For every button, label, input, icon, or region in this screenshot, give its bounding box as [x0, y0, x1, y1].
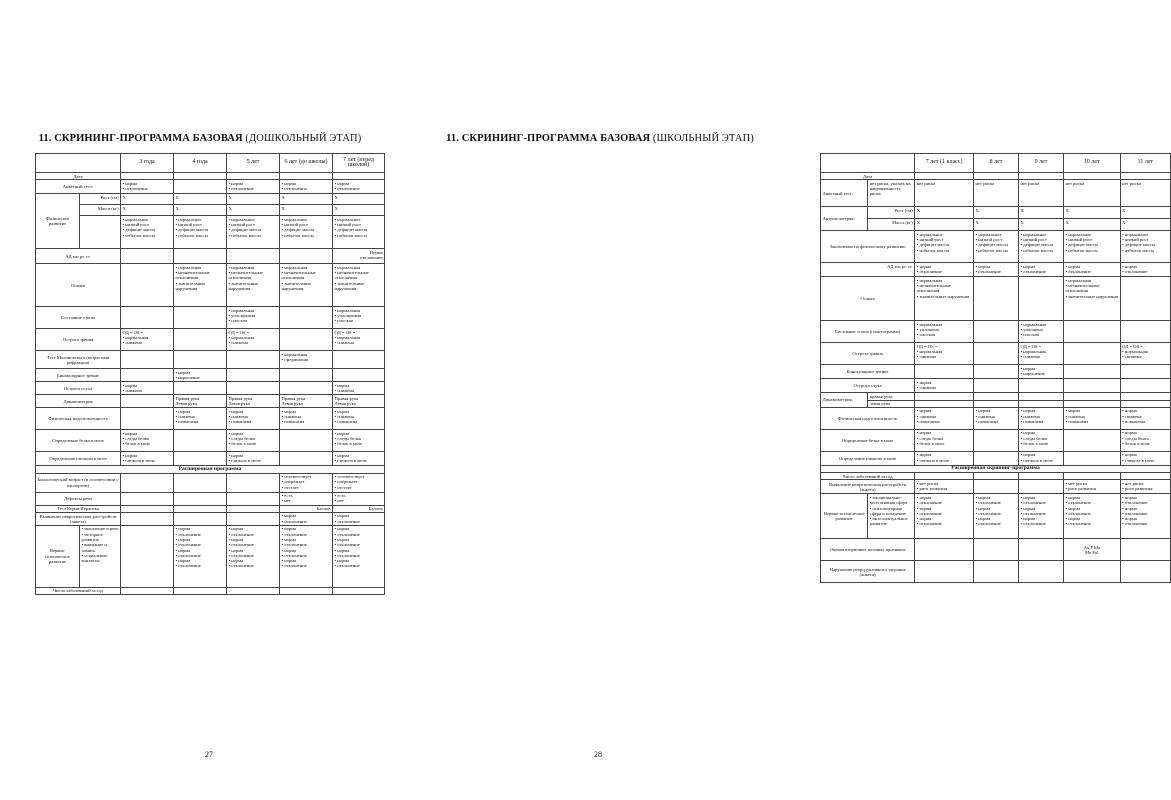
cell: • норма • отклонение: [974, 263, 1019, 277]
column-header: 10 лет: [1063, 154, 1120, 173]
cell: ОД = OS = • нормальная • снижена: [915, 343, 974, 365]
row-sublabel: правая рука: [868, 393, 915, 400]
cell: • нормальная • предмиопия: [280, 351, 333, 369]
table-row: [36, 194, 385, 205]
cell: • нормальное • низкий рост • дефицит массы • избыток массы: [915, 231, 974, 263]
cell: X: [174, 194, 227, 205]
cell: • нормальное • низкий рост • дефицит массы • избыток массы: [227, 216, 280, 249]
table-row: [36, 492, 385, 505]
cell: X: [121, 194, 174, 205]
table-row: [821, 180, 1171, 207]
table-row: [36, 205, 385, 216]
cell: • норма • следы белка • белок в моче: [121, 430, 174, 452]
table-row: [36, 525, 385, 587]
cell: • норма • отклонение: [333, 180, 385, 194]
table-row: [821, 465, 1171, 472]
table-row: [821, 219, 1171, 231]
row-label: Осанка: [36, 264, 121, 307]
cell: ОД = OS = • нормальная • снижена: [121, 329, 174, 351]
table-row: [821, 429, 1171, 451]
cell: X: [915, 207, 974, 219]
cell: • норма • отклонение • норма • отклонение • норма • отклонение: [915, 494, 974, 539]
row-label: Число заболеваний за год: [821, 473, 915, 480]
cell: • нет риска • риск развития: [1120, 480, 1170, 494]
right-page: [400, 0, 1155, 800]
cell: • норма • отклонение • норма • отклонение • норма • отклонение: [1019, 494, 1064, 539]
row-sublabel: Рост (см): [868, 207, 915, 219]
page-number: 28: [594, 750, 602, 759]
column-header: 3 года: [121, 154, 174, 173]
row-label: Состояние стопы: [36, 307, 121, 329]
row-sublabel: левая рука: [868, 400, 915, 407]
table-row: [821, 207, 1171, 219]
cell: • норма • отклонение • норма • отклонение • норма • отклонение: [1063, 494, 1120, 539]
cell: • норма • отклонение • норма • отклонение • норма • отклонение • норма • отклонение: [227, 525, 280, 587]
row-label: Острота зрения: [36, 329, 121, 351]
cell: • нормальная • уплощенная • плоская: [227, 307, 280, 329]
cell: • норма • отклонение: [280, 512, 333, 525]
cell: X: [333, 194, 385, 205]
row-sublabel: Масса (кг): [868, 219, 915, 231]
cell: нет риска: [1120, 180, 1170, 207]
row-sublabel: • мышление и речь • моторное развитие • внимание и память • социальные контакты: [80, 525, 121, 587]
cell: • норма • отклонение • норма • отклонение • норма • отклонение: [1120, 494, 1170, 539]
row-label: Выявление невротических расстройств (анкета): [821, 480, 915, 494]
cell: • нет риска • риск развития: [915, 480, 974, 494]
cell: • норма • следы белка • белок в моче: [227, 430, 280, 452]
cell: • норма • нарушение: [174, 369, 227, 382]
row-label: Дефекты речи: [36, 492, 121, 505]
table-row: [821, 473, 1171, 480]
row-label: Определение белка в моче: [36, 430, 121, 452]
row-label: Нервно-психическое развитие: [36, 525, 80, 587]
cell: • норма • снижена • повышена: [1019, 407, 1064, 429]
cell: • норма • снижена • повышена: [1063, 407, 1120, 429]
table-row: [36, 329, 385, 351]
cell: Ax P Ma Me Pol: [1063, 539, 1120, 561]
cell: • норма • отклонение: [1019, 263, 1064, 277]
cell: X: [280, 194, 333, 205]
table-row: [36, 351, 385, 369]
cell: • нормальная • уплощена • плоская: [1019, 321, 1064, 343]
table-row: [821, 231, 1171, 263]
left-page: [0, 0, 400, 800]
cell: • норма • отклонение: [227, 180, 280, 194]
cell: • нормальное • низкий рост • дефицит массы • избыток массы: [174, 216, 227, 249]
table-row: [36, 505, 385, 512]
cell: X: [1120, 219, 1170, 231]
cell: • норма • глюкоза в моче: [1019, 451, 1064, 465]
row-label: Антропометрия:: [821, 207, 868, 231]
row-sublabel: Масса (кг): [80, 205, 121, 216]
table-row: [821, 277, 1171, 321]
cell: • нормальное • низкий рост • дефицит массы • избыток массы: [121, 216, 174, 249]
table-row: [36, 452, 385, 466]
table-row: [821, 407, 1171, 429]
cell: • нормальная • незначительные отклонения • значительные нарушения: [915, 277, 974, 321]
row-label: Динамометрия:: [821, 393, 868, 408]
row-sublabel: Рост (см): [80, 194, 121, 205]
row-label: Тест Керна-Иерасика: [36, 505, 121, 512]
table-row: [821, 365, 1171, 379]
cell: X: [280, 205, 333, 216]
table-row: [821, 263, 1171, 277]
row-label: Анкетный тест:: [821, 180, 868, 207]
cell: • нормальное • низкий рост • дефицит массы • избыток массы: [333, 216, 385, 249]
cell: X: [227, 205, 280, 216]
table-row: [821, 173, 1171, 180]
row-label: Число заболеваний за год: [36, 587, 121, 594]
table-row: [36, 173, 385, 180]
cell: X: [121, 205, 174, 216]
cell: • норма • глюкоза в моче: [1120, 451, 1170, 465]
cell: • норма • отклонение: [1120, 263, 1170, 277]
section-heading: Расширенная программа: [36, 466, 385, 473]
cell: • норма • глюкоза в моче: [333, 452, 385, 466]
table-row: [821, 539, 1171, 561]
school-screening-table: [820, 153, 1171, 583]
cell: Баллов: [333, 505, 385, 512]
cell: Баллов: [280, 505, 333, 512]
cell: • норма • отклонение: [915, 263, 974, 277]
cell: X: [333, 205, 385, 216]
column-header: 6 лет (до школы): [280, 154, 333, 173]
row-label: Нервно-психическое развитие: [821, 494, 868, 539]
row-label: АД мм рт. ст.: [821, 263, 915, 277]
cell: • нет риска • риск развития: [1063, 480, 1120, 494]
column-header: 7 лет (перед школой): [333, 154, 385, 173]
table-row: [821, 343, 1171, 365]
cell: • нормальная • незначительные отклонения • значительные нарушения: [1063, 277, 1120, 321]
cell: • есть • нет: [333, 492, 385, 505]
row-label: Биологический возраст (в соответствии с паспортом): [36, 473, 121, 492]
row-label: АД мм рт. ст.: [36, 249, 121, 264]
cell: • нормальное • низкий рост • дефицит массы • избыток массы: [1019, 231, 1064, 263]
row-label: Физическая подготовленность: [36, 408, 121, 430]
table-row: [821, 480, 1171, 494]
cell: • норма • снижена: [333, 382, 385, 395]
row-label: Нарушение репродуктивного здоровья (анкета): [821, 561, 915, 583]
cell: ОД = OS = • нормальная • снижена: [227, 329, 280, 351]
row-label: Дата: [821, 173, 915, 180]
column-header: 7 лет (1 класс): [915, 154, 974, 173]
cell: • норма • отклонение • норма • отклонение • норма • отклонение: [974, 494, 1019, 539]
cell: • норма • снижена: [121, 382, 174, 395]
row-label: Выявление невротических расстройств (анкета): [36, 512, 121, 525]
cell: • норма • глюкоза в моче: [227, 452, 280, 466]
table-row: [36, 473, 385, 492]
row-label: Острота слуха: [36, 382, 121, 395]
page-number: 27: [205, 750, 213, 759]
row-label: Состояние стопы (плантограмма): [821, 321, 915, 343]
cell: нет риска: [974, 180, 1019, 207]
table-row: [821, 321, 1171, 343]
cell: • норма • отклонение: [333, 512, 385, 525]
table-row: [36, 307, 385, 329]
row-label: Динамометрия: [36, 395, 121, 408]
cell: • норма • снижена • повышена: [915, 407, 974, 429]
row-label: Определение глюкозы в моче: [821, 451, 915, 465]
row-label: Заключение по физическому развитию: [821, 231, 915, 263]
cell: • нормальное • низкий рост • дефицит массы • избыток массы: [280, 216, 333, 249]
section-heading: Расширенная скрининг-программа: [821, 465, 1171, 472]
table-row: [36, 512, 385, 525]
cell: • норма • глюкоза в моче: [121, 452, 174, 466]
cell: • норма • снижена • повышена: [174, 408, 227, 430]
row-label: Бинокулярное зрение: [36, 369, 121, 382]
preschool-screening-table: [35, 153, 385, 595]
cell: • норма • отклонение: [121, 180, 174, 194]
right-page-title: 11. СКРИНИНГ-ПРОГРАММА БАЗОВАЯ (ШКОЛЬНЫЙ ЭТАП): [446, 133, 754, 144]
row-label: Бинокулярное зрение: [821, 365, 915, 379]
cell: • норма • следы белка • белок в моче: [1120, 429, 1170, 451]
table-row: [821, 154, 1171, 173]
cell: X: [974, 219, 1019, 231]
row-label: Осанка: [821, 277, 915, 321]
cell: X: [915, 219, 974, 231]
table-row: [36, 430, 385, 452]
table-row: [821, 561, 1171, 583]
cell: • норма • снижена • повышена: [974, 407, 1019, 429]
cell: Правая рука Левая рука: [280, 395, 333, 408]
row-label: Определение глюкозы в моче: [36, 452, 121, 466]
cell: • нормальное • низкий рост • дефицит массы • избыток массы: [1120, 231, 1170, 263]
row-label: Тест Малиновского (возрастная рефракция): [36, 351, 121, 369]
cell: • норма • нарушение: [1019, 365, 1064, 379]
table-row: [821, 400, 1171, 407]
cell: ОД = OS = • нормальная • снижена: [333, 329, 385, 351]
table-row: [821, 451, 1171, 465]
cell: • норма • следы белка • белок в моче: [915, 429, 974, 451]
cell: • есть • нет: [280, 492, 333, 505]
cell: X: [174, 205, 227, 216]
column-header: 5 лет: [227, 154, 280, 173]
row-sublabel: нет риска, указать на направленность риска: [868, 180, 915, 207]
column-header: 11 лет: [1120, 154, 1170, 173]
cell: • нормальная • уплощена • плоская: [915, 321, 974, 343]
table-row: [36, 154, 385, 173]
table-row: [821, 379, 1171, 393]
cell: • соответствует • опережает • отстает: [280, 473, 333, 492]
table-row: [36, 587, 385, 594]
cell: • нормальная • незначительные отклонения • значительные нарушения: [280, 264, 333, 307]
row-label: Определение белка в моче: [821, 429, 915, 451]
cell: • нормальная • незначительные отклонения • значительные нарушения: [227, 264, 280, 307]
cell: • нормальная • незначительные отклонения • значительные нарушения: [174, 264, 227, 307]
cell: • норма • снижена • повышена: [280, 408, 333, 430]
row-label: Дата: [36, 173, 121, 180]
cell: • нормальная • незначительные отклонения • значительные нарушения: [333, 264, 385, 307]
cell: X: [974, 207, 1019, 219]
cell: X: [227, 194, 280, 205]
table-row: [36, 395, 385, 408]
cell: • нормальная • уплощенная • плоская: [333, 307, 385, 329]
cell: X: [1019, 207, 1064, 219]
cell: • норма • отклонение: [280, 180, 333, 194]
cell: • норма • следы белка • белок в моче: [333, 430, 385, 452]
table-row: [36, 369, 385, 382]
column-header: 4 года: [174, 154, 227, 173]
cell: X: [1063, 219, 1120, 231]
cell: X: [1120, 207, 1170, 219]
cell: • норма • следы белка • белок в моче: [1019, 429, 1064, 451]
row-sublabel: • эмоционально-вегетативная сфера • психомоторная сфера и поведение • интеллектуальное развитие: [868, 494, 915, 539]
table-row: [36, 180, 385, 194]
cell: нет риска: [915, 180, 974, 207]
cell: • норма • снижена • повышена: [227, 408, 280, 430]
row-label: Оценка вторичных половых признаков: [821, 539, 915, 561]
cell: • норма • отклонение • норма • отклонение • норма • отклонение • норма • отклонение: [280, 525, 333, 587]
row-label: Острота зрения: [821, 343, 915, 365]
table-row: [36, 216, 385, 249]
table-row: [36, 466, 385, 473]
cell: • нормальное • низкий рост • дефицит массы • избыток массы: [974, 231, 1019, 263]
cell: • соответствует • опережает • отстает: [333, 473, 385, 492]
cell: ОД = OS = • нормальная • снижена: [1019, 343, 1064, 365]
cell: X: [1019, 219, 1064, 231]
cell: нет риска: [1019, 180, 1064, 207]
row-label: Острота слуха: [821, 379, 915, 393]
table-row: [821, 393, 1171, 400]
cell: • норма • снижена • повышена: [333, 408, 385, 430]
cell: Правая рука Левая рука: [174, 395, 227, 408]
cell: • нормальное • низкий рост • дефицит массы • избыток массы: [1063, 231, 1120, 263]
cell: • норма • снижена: [915, 379, 974, 393]
cell: Норма отклонение: [333, 249, 385, 264]
column-header: 8 лет: [974, 154, 1019, 173]
cell: Правая рука Левая рука: [227, 395, 280, 408]
cell: ОД = OS = • нормальная • снижена: [1120, 343, 1170, 365]
cell: • норма • снижена • повышена: [1120, 407, 1170, 429]
table-row: [36, 264, 385, 307]
cell: • норма • глюкоза в моче: [915, 451, 974, 465]
cell: • норма • отклонение: [1063, 263, 1120, 277]
cell: X: [1063, 207, 1120, 219]
table-row: [36, 408, 385, 430]
cell: нет риска: [1063, 180, 1120, 207]
table-row: [821, 494, 1171, 539]
column-header: 9 лет: [1019, 154, 1064, 173]
cell: • норма • отклонение • норма • отклонение • норма • отклонение • норма • отклонение: [174, 525, 227, 587]
table-row: [36, 382, 385, 395]
row-label: Физическое развитие: [36, 194, 80, 249]
left-page-title: 11. СКРИНИНГ-ПРОГРАММА БАЗОВАЯ (ДОШКОЛЬНЫЙ ЭТАП): [38, 133, 362, 144]
row-label: Анкетный тест:: [36, 180, 121, 194]
cell: Правая рука Левая рука: [333, 395, 385, 408]
cell: • норма • отклонение • норма • отклонение • норма • отклонение • норма • отклонение: [333, 525, 385, 587]
row-label: Физическая подготовленность: [821, 407, 915, 429]
table-row: [36, 249, 385, 264]
